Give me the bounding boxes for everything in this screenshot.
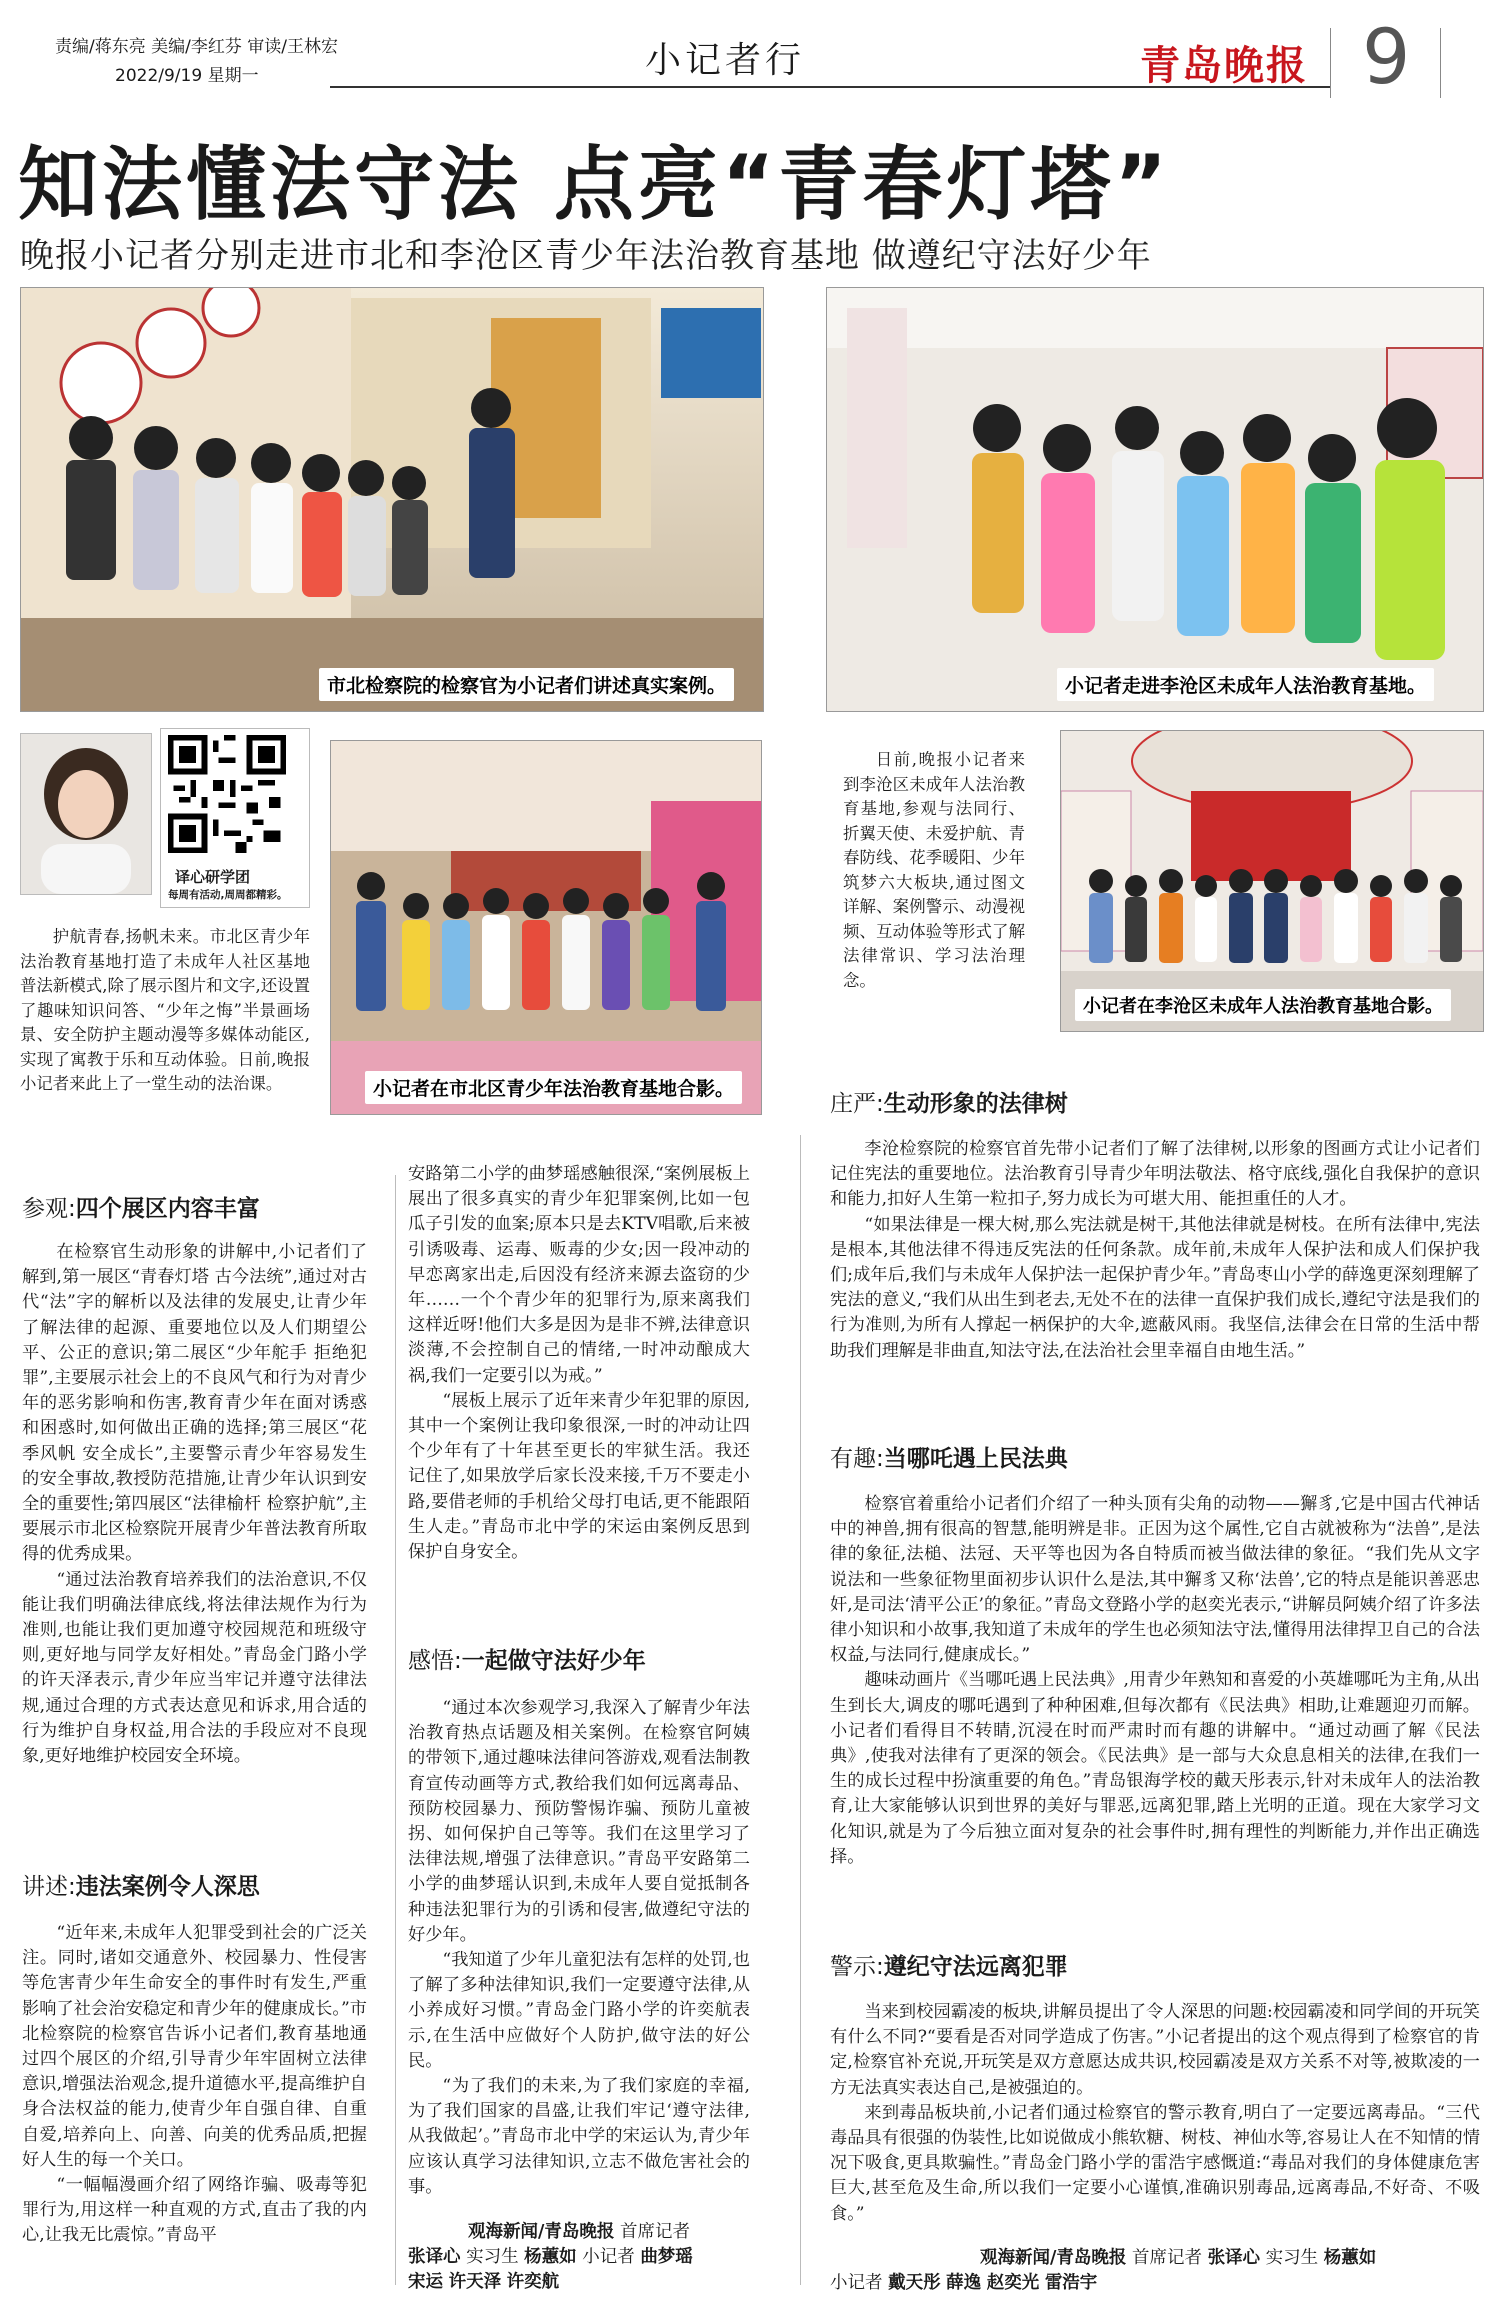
- column-divider-main: [800, 1135, 801, 2285]
- issue-date: 2022/9/19 星期一: [115, 66, 259, 86]
- byline-middle: 观海新闻/青岛晚报 首席记者 张译心 实习生 杨蕙如 小记者 曲梦瑶 宋运 许天泽 许奕航: [408, 2222, 693, 2292]
- editor-credits: 责编/蒋东亮 美编/李红芬 审读/王林宏: [55, 37, 338, 57]
- right-column-text-2: 检察官着重给小记者们介绍了一种头顶有尖角的动物——獬豸,它是中国古代神话中的神兽,拥有很高的智慧,能明辨是非。正因为这个属性,它自古就被称为“法兽”,是法律的象征,法槌、法冠、天平等也因为各自特质而被当做法律的象征。“我们先从文字说法和一些象征物里面初步认识什么是法,其中獬豸又称‘法兽’,它的特点是能识善恶忠奸,是司法‘清平公正’的象征。”青岛文登路小学的赵奕光表示,“讲解员阿姨介绍了许多法律小知识和小故事,我知道了未成年的学生也必须知法守法,懂得用法律捍卫自己的合法权益,与法同行,健康成长。” 趣味动画片《当哪吒遇上民法典》,用青少年熟知和喜爱的小英雄哪吒为主角,从出生到长大,调皮的哪吒遇到了种种困难,但每次都有《民法典》相助,让难题迎刃而解。小记者们看得目不转睛,沉浸在时而严肃时而有趣的讲解中。“通过动画了解《民法典》,使我对法律有了更深的领会。《民法典》是一部与大众息息相关的法律,在我们一生的成长过程中扮演重要的角色。”青岛银海学校的戴天彤表示,针对未成年人的法治教育,让大家能够认识到世界的美好与罪恶,远离犯罪,踏上光明的正道。现在大家学习文化知识,就是为了今后独立面对复杂的社会事件时,拥有理性的判断能力,并作出正确选择。: [830, 1494, 1480, 1867]
- section-title-law-tree: 庄严:生动形象的法律树: [830, 1091, 1068, 1117]
- section-title-reflection: 感悟:一起做守法好少年: [408, 1648, 646, 1674]
- right-column-text-3: 当来到校园霸凌的板块,讲解员提出了令人深思的问题:校园霸凌和同学间的开玩笑有什么不同?“要看是否对同学造成了伤害。”小记者提出的这个观点得到了检察官的肯定,检察官补充说,开玩笑是双方意愿达成共识,校园霸凌是双方关系不对等,被欺凌的一方无法真实表达自己,是被强迫的。 来到毒品板块前,小记者们通过检察官的警示教育,明白了一定要远离毒品。“三代毒品具有很强的伪装性,比如说做成小熊软糖、树枝、神仙水等,容易让人在不知情的情况下吸食,更具欺骗性。”青岛金门路小学的雷浩宇感慨道:“毒品对我们的身体健康危害巨大,甚至危及生命,所以我们一定要小心谨慎,准确识别毒品,远离毒品,不好奇、不吸食。”: [830, 2002, 1480, 2224]
- byline-right: 观海新闻/青岛晚报 首席记者 张译心 实习生 杨蕙如 小记者 戴天彤 薛逸 赵奕光 雷浩宇: [830, 2248, 1377, 2293]
- photo-shibei-group: [330, 740, 762, 1115]
- photo-1-caption: 市北检察院的检察官为小记者们讲述真实案例。: [319, 668, 734, 701]
- headline: 知法懂法守法 点亮“青春灯塔”: [18, 138, 1172, 231]
- study-group-slogan: 每周有活动,周周都精彩。: [168, 889, 288, 901]
- middle-column-text-2: “通过本次参观学习,我深入了解青少年法治教育热点话题及相关案例。在检察官阿姨的带领下,通过趣味法律问答游戏,观看法制教育宣传动画等方式,教给我们如何远离毒品、预防校园暴力、预防警惕诈骗、预防儿童被拐、如何保护自己等等。我们在这里学习了法律法规,增强了法律意识。”青岛平安路第二小学的曲梦瑶认识到,未成年人要自觉抵制各种违法犯罪行为的引诱和侵害,做遵纪守法的好少年。 “我知道了少年儿童犯法有怎样的处罚,也了解了多种法律知识,我们一定要遵守法律,从小养成好习惯。”青岛金门路小学的许奕航表示,在生活中应做好个人防护,做守法的好公民。 “为了我们的未来,为了我们家庭的幸福,为了我们国家的昌盛,让我们牢记‘遵守法律,从我做起’。”青岛市北中学的宋运认为,青少年应该认真学习法律知识,立志不做危害社会的事。: [408, 1698, 750, 2197]
- section-title-warning: 警示:遵纪守法远离犯罪: [830, 1954, 1068, 1980]
- reporter-portrait: [20, 733, 152, 895]
- photo-4-caption: 小记者在李沧区未成年人法治教育基地合影。: [1075, 989, 1451, 1021]
- newspaper-logo: 青岛晚报: [1140, 42, 1308, 89]
- photo-licang-group: [1060, 730, 1484, 1032]
- photo-lichang-visit: [826, 287, 1484, 712]
- intro-shibei: 护航青春,扬帆未来。市北区青少年法治教育基地打造了未成年人社区基地普法新模式,除了展示图片和文字,还设置了趣味知识问答、“少年之悔”半景画场景、安全防护主题动漫等多媒体动能区,实现了寓教于乐和互动体验。日前,晚报小记者来此上了一堂生动的法治课。: [20, 927, 310, 1093]
- header-divider-right: [1440, 28, 1441, 98]
- header-divider: [1330, 28, 1331, 98]
- study-group-name: 译心研学团: [175, 868, 251, 886]
- left-column-text-2: “近年来,未成年人犯罪受到社会的广泛关注。同时,诸如交通意外、校园暴力、性侵害等危害青少年生命安全的事件时有发生,严重影响了社会治安稳定和青少年的健康成长。”市北检察院的检察官告诉小记者们,教育基地通过四个展区的介绍,引导青少年牢固树立法律意识,增强法治观念,提升道德水平,提高维护自身合法权益的能力,使青少年自强自律、自重自爱,培养向上、向善、向美的优秀品质,把握好人生的每一个关口。 “一幅幅漫画介绍了网络诈骗、吸毒等犯罪行为,用这样一种直观的方式,直击了我的内心,让我无比震惊。”青岛平: [22, 1923, 367, 2246]
- photo-3-caption: 小记者在市北区青少年法治教育基地合影。: [365, 1071, 742, 1104]
- section-name: 小记者行: [644, 40, 805, 81]
- photo-2-caption: 小记者走进李沧区未成年人法治教育基地。: [1057, 668, 1434, 701]
- subheadline: 晚报小记者分别走进市北和李沧区青少年法治教育基地 做遵纪守法好少年: [20, 236, 1152, 276]
- section-title-nezha: 有趣:当哪吒遇上民法典: [830, 1446, 1068, 1472]
- section-title-cases: 讲述:违法案例令人深思: [22, 1874, 260, 1900]
- section-title-visit: 参观:四个展区内容丰富: [22, 1196, 260, 1222]
- left-column-text-1: 在检察官生动形象的讲解中,小记者们了解到,第一展区“青春灯塔 古今法统”,通过对古代“法”字的解析以及法律的发展史,让青少年了解法律的起源、重要地位以及人们期望公平、公正的意识;第二展区“少年舵手 拒绝犯罪”,主要展示社会上的不良风气和行为对青少年的恶劣影响和伤害,教育青少年在面对诱惑和困惑时,如何做出正确的选择;第三展区“花季风帆 安全成长”,主要警示青少年容易发生的安全事故,教授防范措施,让青少年认识到安全的重要性;第四展区“法律榆杆 检察护航”,主要展示市北区检察院开展青少年普法教育所取得的优秀成果。 “通过法治教育培养我们的法治意识,不仅能让我们明确法律底线,将法律法规作为行为准则,也能让我们更加遵守校园规范和班级守则,更好地与同学友好相处。”青岛金门路小学的许天泽表示,青少年应当牢记并遵守法律法规,通过合理的方式表达意见和诉求,用合适的行为维护自身权益,用合法的手段应对不良现象,更好地维护校园安全环境。: [22, 1242, 367, 1767]
- intro-licang: 日前,晚报小记者来到李沧区未成年人法治教育基地,参观与法同行、折翼天使、未爱护航、青春防线、花季暖阳、少年筑梦六大板块,通过图文详解、案例警示、动漫视频、互动体验等形式了解法律常识、学习法治理念。: [843, 750, 1025, 990]
- middle-column-text-1: 安路第二小学的曲梦瑶感触很深,“案例展板上展出了很多真实的青少年犯罪案例,比如一包瓜子引发的血案;原本只是去KTV唱歌,后来被引诱吸毒、运毒、贩毒的少女;因一段冲动的早恋离家出走,后因没有经济来源去盗窃的少年……一个个青少年的犯罪行为,原来离我们这样近呀!他们大多是因为是非不辨,法律意识淡薄,不会控制自己的情绪,一时冲动酿成大祸,我们一定要引以为戒。” “展板上展示了近年来青少年犯罪的原因,其中一个案例让我印象很深,一时的冲动让四个少年有了十年甚至更长的牢狱生活。我还记住了,如果放学后家长没来接,千万不要走小路,要借老师的手机给父母打电话,更不能跟陌生人走。”青岛市北中学的宋运由案例反思到保护自身安全。: [408, 1164, 750, 1563]
- photo-prosecutor-explains: [20, 287, 764, 712]
- column-divider-left: [395, 1175, 396, 2285]
- right-column-text-1: 李沧检察院的检察官首先带小记者们了解了法律树,以形象的图画方式让小记者们记住宪法的重要地位。法治教育引导青少年明法敬法、格守底线,强化自我保护的意识和能力,扣好人生第一粒扣子,努力成长为可堪大用、能担重任的人才。 “如果法律是一棵大树,那么宪法就是树干,其他法律就是树枝。在所有法律中,宪法是根本,其他法律不得违反宪法的任何条款。成年前,未成年人保护法和成人们保护我们;成年后,我们与未成年人保护法一起保护青少年。”青岛枣山小学的薛逸更深刻理解了宪法的意义,“我们从出生到老去,无处不在的法律一直保护我们成长,遵纪守法是我们的行为准则,为所有人撑起一柄保护的大伞,遮蔽风雨。我坚信,法律会在日常的生活中帮助我们理解是非曲直,知法守法,在法治社会里幸福自由地生活。”: [830, 1139, 1480, 1361]
- page-number: 9: [1362, 12, 1411, 101]
